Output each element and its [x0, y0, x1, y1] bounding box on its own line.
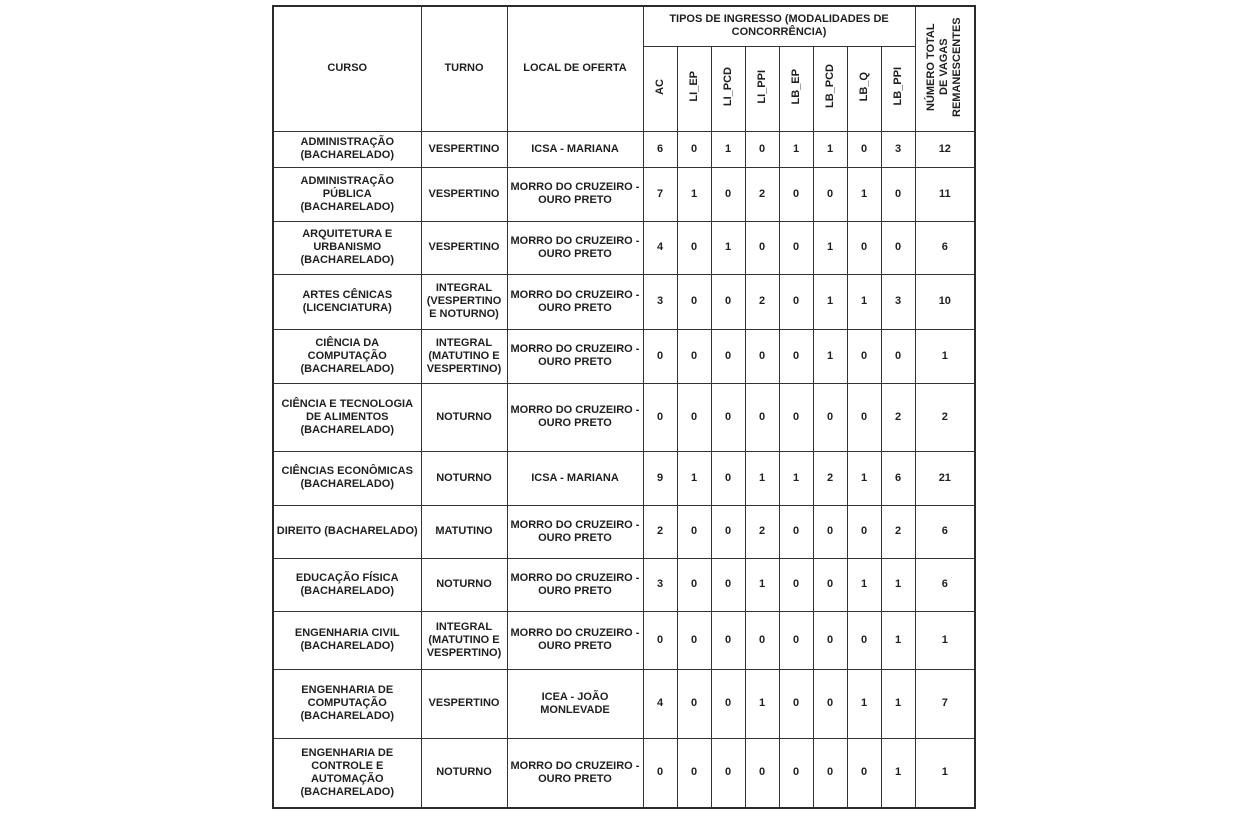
count-cell-lb-pcd: 0: [813, 738, 847, 808]
count-cell-lb-ep: 0: [779, 274, 813, 329]
count-cell-ac: 0: [643, 611, 677, 669]
header-row-top: [273, 6, 975, 46]
count-cell-li-ppi: 2: [745, 274, 779, 329]
campus-cell: MORRO DO CRUZEIRO - OURO PRETO: [507, 738, 643, 808]
count-cell-lb-ep: 0: [779, 383, 813, 451]
shift-cell: INTEGRAL (MATUTINO E VESPERTINO): [421, 611, 507, 669]
course-cell: CIÊNCIAS ECONÔMICAS (BACHARELADO): [273, 451, 421, 505]
count-cell-lb-pcd: 1: [813, 221, 847, 274]
count-cell-lb-ep: 1: [779, 451, 813, 505]
count-cell-lb-q: 1: [847, 274, 881, 329]
remaining-vacancies-table: [272, 5, 976, 809]
count-cell-lb-q: 0: [847, 738, 881, 808]
count-cell-li-ppi: 2: [745, 505, 779, 558]
course-cell: CIÊNCIA DA COMPUTAÇÃO (BACHARELADO): [273, 329, 421, 383]
count-cell-lb-ppi: 1: [881, 611, 915, 669]
course-cell: ENGENHARIA CIVIL (BACHARELADO): [273, 611, 421, 669]
count-cell-li-ppi: 0: [745, 329, 779, 383]
campus-cell: ICEA - JOÃO MONLEVADE: [507, 669, 643, 738]
modality-label-lb-ep: LB_EP: [789, 68, 802, 105]
count-cell-ac: 9: [643, 451, 677, 505]
count-cell-li-ppi: 0: [745, 611, 779, 669]
campus-cell: MORRO DO CRUZEIRO - OURO PRETO: [507, 383, 643, 451]
column-header-modality-li-ppi: [745, 46, 779, 131]
count-cell-lb-ep: 0: [779, 611, 813, 669]
count-cell-li-pcd: 0: [711, 329, 745, 383]
total-vacancies-cell: 12: [915, 131, 975, 167]
column-header-modality-lb-pcd: [813, 46, 847, 131]
count-cell-li-ep: 0: [677, 329, 711, 383]
table-row: [273, 167, 975, 221]
count-cell-lb-q: 1: [847, 669, 881, 738]
column-header-modality-lb-ep: [779, 46, 813, 131]
table-row: [273, 131, 975, 167]
count-cell-li-ep: 0: [677, 505, 711, 558]
total-vacancies-cell: 10: [915, 274, 975, 329]
count-cell-li-ep: 0: [677, 274, 711, 329]
count-cell-lb-q: 1: [847, 451, 881, 505]
course-cell: ARTES CÊNICAS (LICENCIATURA): [273, 274, 421, 329]
count-cell-ac: 3: [643, 274, 677, 329]
count-cell-ac: 0: [643, 738, 677, 808]
count-cell-lb-ppi: 0: [881, 167, 915, 221]
count-cell-li-ppi: 1: [745, 669, 779, 738]
count-cell-lb-pcd: 0: [813, 383, 847, 451]
table-row: [273, 611, 975, 669]
count-cell-lb-ep: 0: [779, 221, 813, 274]
count-cell-lb-ppi: 1: [881, 738, 915, 808]
shift-cell: NOTURNO: [421, 738, 507, 808]
count-cell-lb-q: 0: [847, 131, 881, 167]
column-header-curso: CURSO: [273, 6, 421, 131]
table-row: [273, 451, 975, 505]
numero-total-vagas-label: NÚMERO TOTAL DE VAGAS REMANESCENTES: [925, 16, 964, 117]
modality-label-lb-pcd: LB_PCD: [823, 64, 836, 109]
course-cell: EDUCAÇÃO FÍSICA (BACHARELADO): [273, 558, 421, 611]
count-cell-li-ppi: 0: [745, 383, 779, 451]
count-cell-ac: 0: [643, 383, 677, 451]
count-cell-li-ep: 0: [677, 221, 711, 274]
table-row: [273, 505, 975, 558]
count-cell-lb-q: 0: [847, 329, 881, 383]
shift-cell: VESPERTINO: [421, 221, 507, 274]
count-cell-lb-pcd: 0: [813, 558, 847, 611]
count-cell-lb-ppi: 0: [881, 221, 915, 274]
total-vacancies-cell: 7: [915, 669, 975, 738]
total-vacancies-cell: 1: [915, 611, 975, 669]
course-cell: ENGENHARIA DE CONTROLE E AUTOMAÇÃO (BACHARELADO): [273, 738, 421, 808]
course-cell: ENGENHARIA DE COMPUTAÇÃO (BACHARELADO): [273, 669, 421, 738]
count-cell-lb-pcd: 0: [813, 611, 847, 669]
total-vacancies-cell: 6: [915, 221, 975, 274]
count-cell-lb-ep: 0: [779, 505, 813, 558]
count-cell-li-ep: 1: [677, 451, 711, 505]
column-header-modality-lb-q: [847, 46, 881, 131]
course-cell: ADMINISTRAÇÃO (BACHARELADO): [273, 131, 421, 167]
count-cell-ac: 4: [643, 669, 677, 738]
column-header-turno: TURNO: [421, 6, 507, 131]
count-cell-li-pcd: 0: [711, 669, 745, 738]
shift-cell: INTEGRAL (MATUTINO E VESPERTINO): [421, 329, 507, 383]
count-cell-li-ppi: 1: [745, 558, 779, 611]
campus-cell: MORRO DO CRUZEIRO - OURO PRETO: [507, 274, 643, 329]
total-vacancies-cell: 11: [915, 167, 975, 221]
count-cell-li-pcd: 1: [711, 221, 745, 274]
count-cell-li-ep: 0: [677, 669, 711, 738]
shift-cell: MATUTINO: [421, 505, 507, 558]
count-cell-li-pcd: 0: [711, 558, 745, 611]
count-cell-lb-pcd: 1: [813, 274, 847, 329]
count-cell-ac: 7: [643, 167, 677, 221]
count-cell-li-pcd: 0: [711, 167, 745, 221]
campus-cell: MORRO DO CRUZEIRO - OURO PRETO: [507, 167, 643, 221]
count-cell-ac: 6: [643, 131, 677, 167]
modality-label-lb-ppi: LB_PPI: [891, 67, 904, 106]
count-cell-lb-ppi: 3: [881, 131, 915, 167]
table-row: [273, 558, 975, 611]
count-cell-li-pcd: 0: [711, 738, 745, 808]
total-vacancies-cell: 6: [915, 505, 975, 558]
shift-cell: NOTURNO: [421, 451, 507, 505]
count-cell-li-ep: 0: [677, 558, 711, 611]
count-cell-lb-ep: 0: [779, 558, 813, 611]
count-cell-li-pcd: 0: [711, 611, 745, 669]
column-header-modality-ac: [643, 46, 677, 131]
table-row: [273, 274, 975, 329]
campus-cell: MORRO DO CRUZEIRO - OURO PRETO: [507, 221, 643, 274]
count-cell-lb-pcd: 0: [813, 505, 847, 558]
modality-label-li-ppi: LI_PPI: [755, 69, 768, 104]
count-cell-lb-ppi: 6: [881, 451, 915, 505]
count-cell-li-ep: 0: [677, 383, 711, 451]
table-row: [273, 221, 975, 274]
course-cell: ADMINISTRAÇÃO PÚBLICA (BACHARELADO): [273, 167, 421, 221]
count-cell-li-ep: 1: [677, 167, 711, 221]
count-cell-lb-ppi: 1: [881, 558, 915, 611]
modality-label-li-ep: LI_EP: [687, 71, 700, 102]
count-cell-lb-ep: 0: [779, 329, 813, 383]
campus-cell: MORRO DO CRUZEIRO - OURO PRETO: [507, 558, 643, 611]
course-cell: ARQUITETURA E URBANISMO (BACHARELADO): [273, 221, 421, 274]
shift-cell: VESPERTINO: [421, 669, 507, 738]
count-cell-lb-ep: 0: [779, 669, 813, 738]
course-cell: CIÊNCIA E TECNOLOGIA DE ALIMENTOS (BACHARELADO): [273, 383, 421, 451]
count-cell-li-ep: 0: [677, 738, 711, 808]
table-body: [273, 131, 975, 808]
campus-cell: MORRO DO CRUZEIRO - OURO PRETO: [507, 329, 643, 383]
shift-cell: VESPERTINO: [421, 131, 507, 167]
count-cell-li-ep: 0: [677, 611, 711, 669]
modality-label-li-pcd: LI_PCD: [721, 66, 734, 107]
count-cell-li-pcd: 0: [711, 274, 745, 329]
count-cell-li-ppi: 1: [745, 451, 779, 505]
count-cell-lb-pcd: 0: [813, 669, 847, 738]
count-cell-lb-q: 0: [847, 611, 881, 669]
count-cell-lb-q: 1: [847, 167, 881, 221]
table-row: [273, 329, 975, 383]
column-header-numero-total-vagas: [915, 6, 975, 131]
count-cell-lb-pcd: 2: [813, 451, 847, 505]
count-cell-ac: 2: [643, 505, 677, 558]
count-cell-lb-ppi: 3: [881, 274, 915, 329]
count-cell-lb-q: 0: [847, 505, 881, 558]
column-header-modality-li-pcd: [711, 46, 745, 131]
modality-label-ac: AC: [653, 78, 666, 95]
total-vacancies-cell: 1: [915, 738, 975, 808]
count-cell-ac: 0: [643, 329, 677, 383]
campus-cell: MORRO DO CRUZEIRO - OURO PRETO: [507, 611, 643, 669]
total-vacancies-cell: 2: [915, 383, 975, 451]
total-vacancies-cell: 6: [915, 558, 975, 611]
table-row: [273, 383, 975, 451]
count-cell-li-pcd: 1: [711, 131, 745, 167]
count-cell-li-pcd: 0: [711, 505, 745, 558]
count-cell-lb-ppi: 1: [881, 669, 915, 738]
table-header: [273, 6, 975, 131]
count-cell-li-ppi: 0: [745, 221, 779, 274]
count-cell-lb-q: 0: [847, 383, 881, 451]
count-cell-ac: 4: [643, 221, 677, 274]
count-cell-li-ep: 0: [677, 131, 711, 167]
shift-cell: VESPERTINO: [421, 167, 507, 221]
count-cell-li-pcd: 0: [711, 451, 745, 505]
table-row: [273, 738, 975, 808]
table-row: [273, 669, 975, 738]
count-cell-lb-ep: 1: [779, 131, 813, 167]
count-cell-li-ppi: 0: [745, 131, 779, 167]
count-cell-lb-pcd: 1: [813, 329, 847, 383]
total-vacancies-cell: 1: [915, 329, 975, 383]
campus-cell: ICSA - MARIANA: [507, 451, 643, 505]
count-cell-lb-ep: 0: [779, 167, 813, 221]
count-cell-lb-ppi: 2: [881, 383, 915, 451]
count-cell-lb-pcd: 1: [813, 131, 847, 167]
count-cell-lb-ppi: 0: [881, 329, 915, 383]
count-cell-lb-q: 1: [847, 558, 881, 611]
modality-label-lb-q: LB_Q: [857, 71, 870, 102]
column-header-local-de-oferta: LOCAL DE OFERTA: [507, 6, 643, 131]
shift-cell: INTEGRAL (VESPERTINO E NOTURNO): [421, 274, 507, 329]
column-header-modality-li-ep: [677, 46, 711, 131]
column-header-modality-lb-ppi: [881, 46, 915, 131]
count-cell-lb-ep: 0: [779, 738, 813, 808]
count-cell-li-ppi: 2: [745, 167, 779, 221]
column-group-header-tipos-de-ingresso: TIPOS DE INGRESSO (MODALIDADES DE CONCORRÊNCIA): [643, 6, 915, 46]
count-cell-li-pcd: 0: [711, 383, 745, 451]
count-cell-lb-q: 0: [847, 221, 881, 274]
shift-cell: NOTURNO: [421, 383, 507, 451]
course-cell: DIREITO (BACHARELADO): [273, 505, 421, 558]
campus-cell: ICSA - MARIANA: [507, 131, 643, 167]
count-cell-lb-ppi: 2: [881, 505, 915, 558]
total-vacancies-cell: 21: [915, 451, 975, 505]
shift-cell: NOTURNO: [421, 558, 507, 611]
count-cell-lb-pcd: 0: [813, 167, 847, 221]
count-cell-li-ppi: 0: [745, 738, 779, 808]
campus-cell: MORRO DO CRUZEIRO - OURO PRETO: [507, 505, 643, 558]
count-cell-ac: 3: [643, 558, 677, 611]
